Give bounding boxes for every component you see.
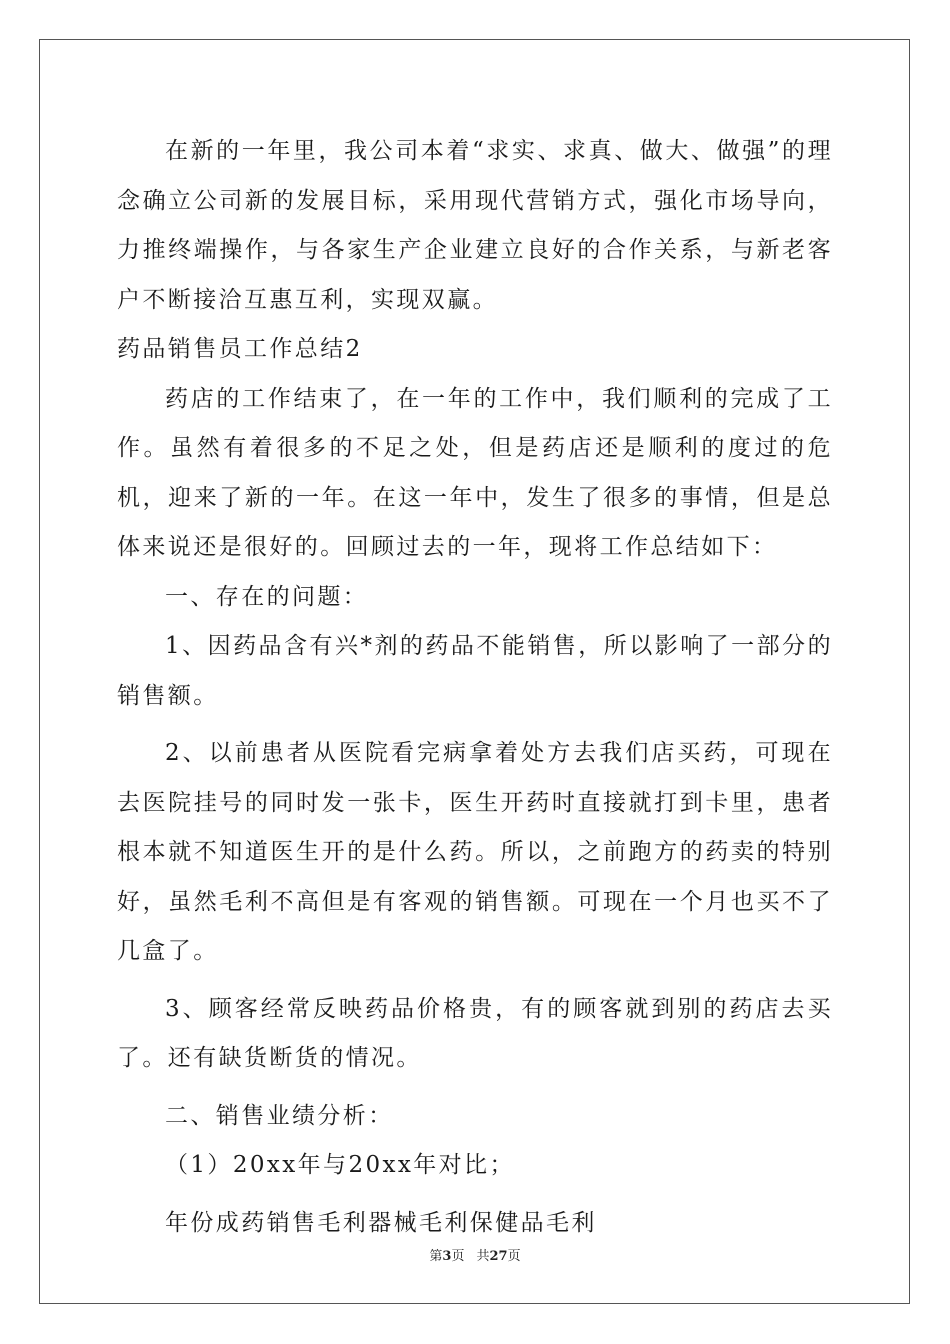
page-prefix: 第 bbox=[429, 1249, 443, 1264]
total-prefix: 共 bbox=[476, 1249, 490, 1264]
problem-item-3: 3、顾客经常反映药品价格贵，有的顾客就到别的药店去买了。还有缺货断货的情况。 bbox=[117, 995, 833, 1071]
paragraph-summary: 药店的工作结束了，在一年的工作中，我们顺利的完成了工作。虽然有着很多的不足之处，但是药店还是顺利的度过的危机，迎来了新的一年。在这一年中，发生了很多的事情，但是总体来说还是很好的。回顾过去的一年，现将工作总结如下： bbox=[117, 385, 833, 560]
problem-item-1: 1、因药品含有兴*剂的药品不能销售，所以影响了一部分的销售额。 bbox=[117, 633, 833, 709]
page-footer bbox=[0, 1245, 950, 1264]
problem-item-2: 2、以前患者从医院看完病拿着处方去我们店买药，可现在去医院挂号的同时发一张卡，医生开药时直接就打到卡里，患者根本就不知道医生开的是什么药。所以，之前跑方的药卖的特别好，虽然毛利不高但是有客观的销售额。可现在一个月也买不了几盒了。 bbox=[117, 740, 833, 964]
table-header-line: 年份成药销售毛利器械毛利保健品毛利 bbox=[165, 1209, 597, 1236]
paragraph-intro: 在新的一年里，我公司本着“求实、求真、做大、做强”的理念确立公司新的发展目标，采用现代营销方式，强化市场导向，力推终端操作，与各家生产企业建立良好的合作关系，与新老客户不断接洽互惠互利，实现双赢。 bbox=[117, 138, 833, 313]
total-pages: 27 bbox=[489, 1249, 508, 1264]
page-number: 3 bbox=[442, 1249, 452, 1264]
page-suffix: 页 bbox=[451, 1249, 465, 1264]
total-suffix: 页 bbox=[507, 1249, 521, 1264]
comparison-item: （1）20xx年与20xx年对比； bbox=[165, 1152, 515, 1178]
heading-problems: 一、存在的问题： bbox=[165, 583, 369, 610]
section-title: 药品销售员工作总结2 bbox=[117, 336, 363, 362]
document-body bbox=[117, 127, 833, 1248]
heading-sales-analysis: 二、销售业绩分析： bbox=[165, 1102, 394, 1129]
